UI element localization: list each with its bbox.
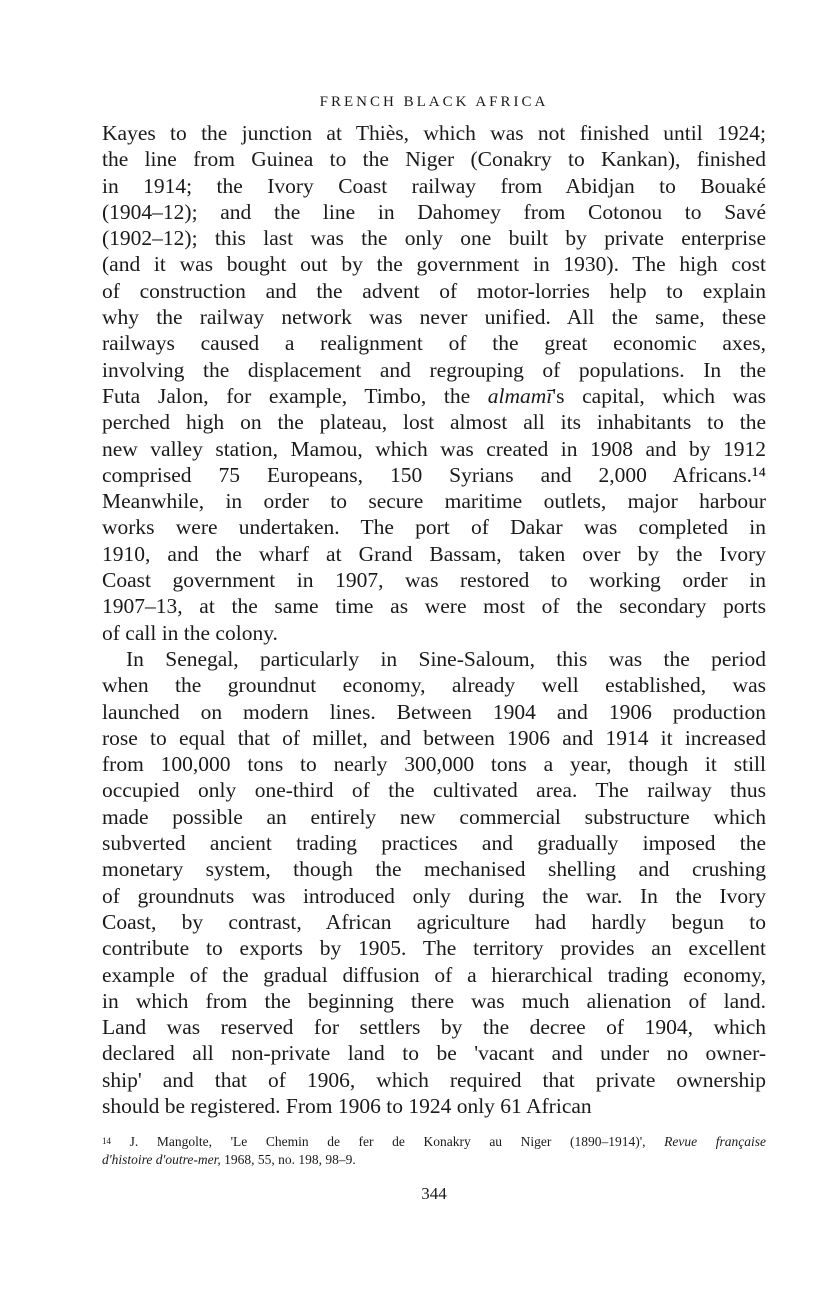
text-line: declared all non-private land to be 'vacant and under no owner- [102,1041,766,1066]
italic-term: almamī [487,383,553,408]
paragraph-2 [102,646,766,1119]
running-head: FRENCH BLACK AFRICA [319,94,549,110]
text-line: In Senegal, particularly in Sine-Saloum, this was the period [126,646,766,671]
text-line: rose to equal that of millet, and between 1906 and 1914 it increased [102,725,766,750]
text-line: perched high on the plateau, lost almost all its inhabitants to the [102,410,766,435]
book-page [102,92,766,1203]
footnote-line-1 [102,1133,766,1151]
text-line: of call in the colony. [102,620,278,645]
text-line: monetary system, though the mechanised shelling and crushing [102,857,766,882]
text-line: from 100,000 tons to nearly 300,000 tons a year, though it still [102,752,766,777]
footnote-journal-title-cont: d'histoire d'outre-mer, [102,1152,221,1168]
text-line: the line from Guinea to the Niger (Conakry to Kankan), finished [102,147,766,172]
text-line: Futa Jalon, for example, Timbo, the almamī's capital, which was [102,383,766,408]
text-line: works were undertaken. The port of Dakar was completed in [102,515,766,540]
text-line: Land was reserved for settlers by the decree of 1904, which [102,1015,766,1040]
page-number: 344 [421,1184,447,1203]
text-line: made possible an entirely new commercial substructure which [102,804,766,829]
paragraph-1 [102,120,766,646]
footnote-citation-details: 1968, 55, no. 198, 98–9. [220,1152,356,1168]
footnote [102,1133,766,1169]
text-line: should be registered. From 1906 to 1924 only 61 African [102,1093,592,1118]
text-line: comprised 75 Europeans, 150 Syrians and 2,000 Africans.¹⁴ [102,462,766,487]
text-line: (1902–12); this last was the only one built by private enterprise [102,226,766,251]
text-line: ship' and that of 1906, which required that private ownership [102,1067,766,1092]
text-line: example of the gradual diffusion of a hierarchical trading economy, [102,962,766,987]
text-line: when the groundnut economy, already well established, was [102,673,766,698]
text-line: occupied only one-third of the cultivated area. The railway thus [102,778,766,803]
text-line: of construction and the advent of motor-lorries help to explain [102,278,766,303]
text-line: contribute to exports by 1905. The territory provides an excellent [102,936,766,961]
text-line: Meanwhile, in order to secure maritime outlets, major harbour [102,489,766,514]
text-line: 1910, and the wharf at Grand Bassam, taken over by the Ivory [102,541,766,566]
text-line: (and it was bought out by the government in 1930). The high cost [102,252,766,277]
text-line: Coast, by contrast, African agriculture had hardly begun to [102,909,766,934]
text-line: of groundnuts was introduced only during the war. In the Ivory [102,883,766,908]
text-line: (1904–12); and the line in Dahomey from Cotonou to Savé [102,199,766,224]
footnote-line-2 [102,1151,766,1169]
text-line: 1907–13, at the same time as were most of the secondary ports [102,594,766,619]
text-line: in which from the beginning there was much alienation of land. [102,988,766,1013]
text-line: Kayes to the junction at Thiès, which was not finished until 1924; [102,121,766,145]
footnote-number: 14 [102,1136,111,1147]
text-line: in 1914; the Ivory Coast railway from Abidjan to Bouaké [102,173,766,198]
text-line: railways caused a realignment of the great economic axes, [102,331,766,356]
text-line: Coast government in 1907, was restored to working order in [102,568,766,593]
footnote-citation: J. Mangolte, 'Le Chemin de fer de Konakry au Niger (1890–1914)', [129,1134,665,1150]
text-line: subverted ancient trading practices and gradually imposed the [102,831,766,856]
text-line: launched on modern lines. Between 1904 and 1906 production [102,699,766,724]
text-line: why the railway network was never unified. All the same, these [102,305,766,330]
footnote-journal-title: Revue française [664,1134,766,1150]
text-line: new valley station, Mamou, which was created in 1908 and by 1912 [102,436,766,461]
text-line: involving the displacement and regrouping of populations. In the [102,357,766,382]
